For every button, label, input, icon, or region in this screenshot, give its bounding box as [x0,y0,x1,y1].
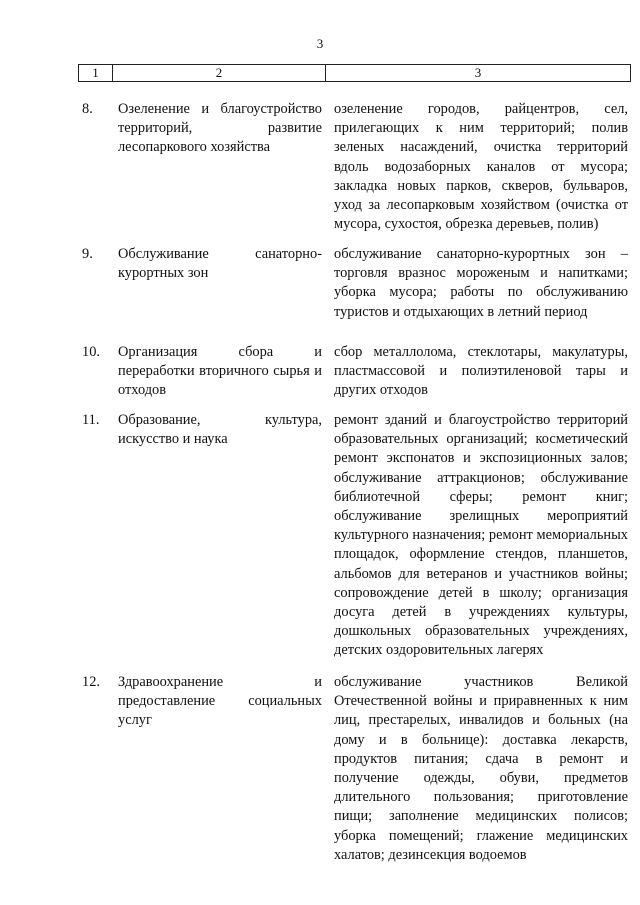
column-header-3: 3 [326,65,631,82]
entry-name: Здравоохранение и предоставление социальных услуг [118,674,322,729]
column-header-row [79,65,631,82]
entry-number: 9. [82,246,93,262]
page-number: 3 [316,36,324,51]
entry-number: 10. [82,344,100,360]
entry-name: Озеленение и благоустройство территорий, развитие лесопаркового хозяйства [118,101,322,156]
entry-name: Образование, культура, искусство и наука [118,412,322,448]
entry-description: обслуживание санаторно-курортных зон – торговля вразнос мороженым и напитками; уборка мусора; работы по обслуживанию туристов и отдыхающих в летний период [334,246,628,320]
column-header-1: 1 [79,65,113,82]
entry-number: 8. [82,101,93,117]
column-header-table [78,64,631,82]
entry-number: 12. [82,674,100,690]
entry-name: Организация сбора и переработки вторичного сырья и отходов [118,344,322,399]
entry-description: обслуживание участников Великой Отечественной войны и приравненных к ним лиц, престарелых, инвалидов и больных (на дому и в больнице): доставка лекарств, продуктов питания; сдача в ремонт и получение одежды, обуви, предметов длительного пользования; приготовление пищи; заполнение медицинских полисов; уборка помещений; глажение медицинских халатов; дезинсекция водоемов [334,674,628,863]
entry-name: Обслуживание санаторно-курортных зон [118,246,322,282]
entry-description: сбор металлолома, стеклотары, макулатуры, пластмассовой и полиэтиленовой тары и других отходов [334,344,628,399]
entry-description: ремонт зданий и благоустройство территорий образовательных организаций; косметический ремонт экспонатов и экспозиционных залов; обслуживание аттракционов; обслуживание библиотечной сферы; ремонт книг; обслуживание зрелищных мероприятий культурного назначения; ремонт мемориальных площадок, оформление стендов, планшетов, альбомов для ветеранов и участников войны; сопровождение детей в школу; организация досуга детей в учреждениях культуры, дошкольных образовательных учреждениях, детских оздоровительных лагерях [334,412,628,659]
entry-description: озеленение городов, райцентров, сел, прилегающих к ним территорий; полив зеленых насаждений, очистка территорий вдоль водозаборных каналов от мусора; закладка новых парков, скверов, бульваров, уход за лесопарковым хозяйством (очистка от мусора, сухостоя, обрезка деревьев, полив) [334,101,628,233]
entry-number: 11. [82,412,100,428]
column-header-2: 2 [113,65,326,82]
